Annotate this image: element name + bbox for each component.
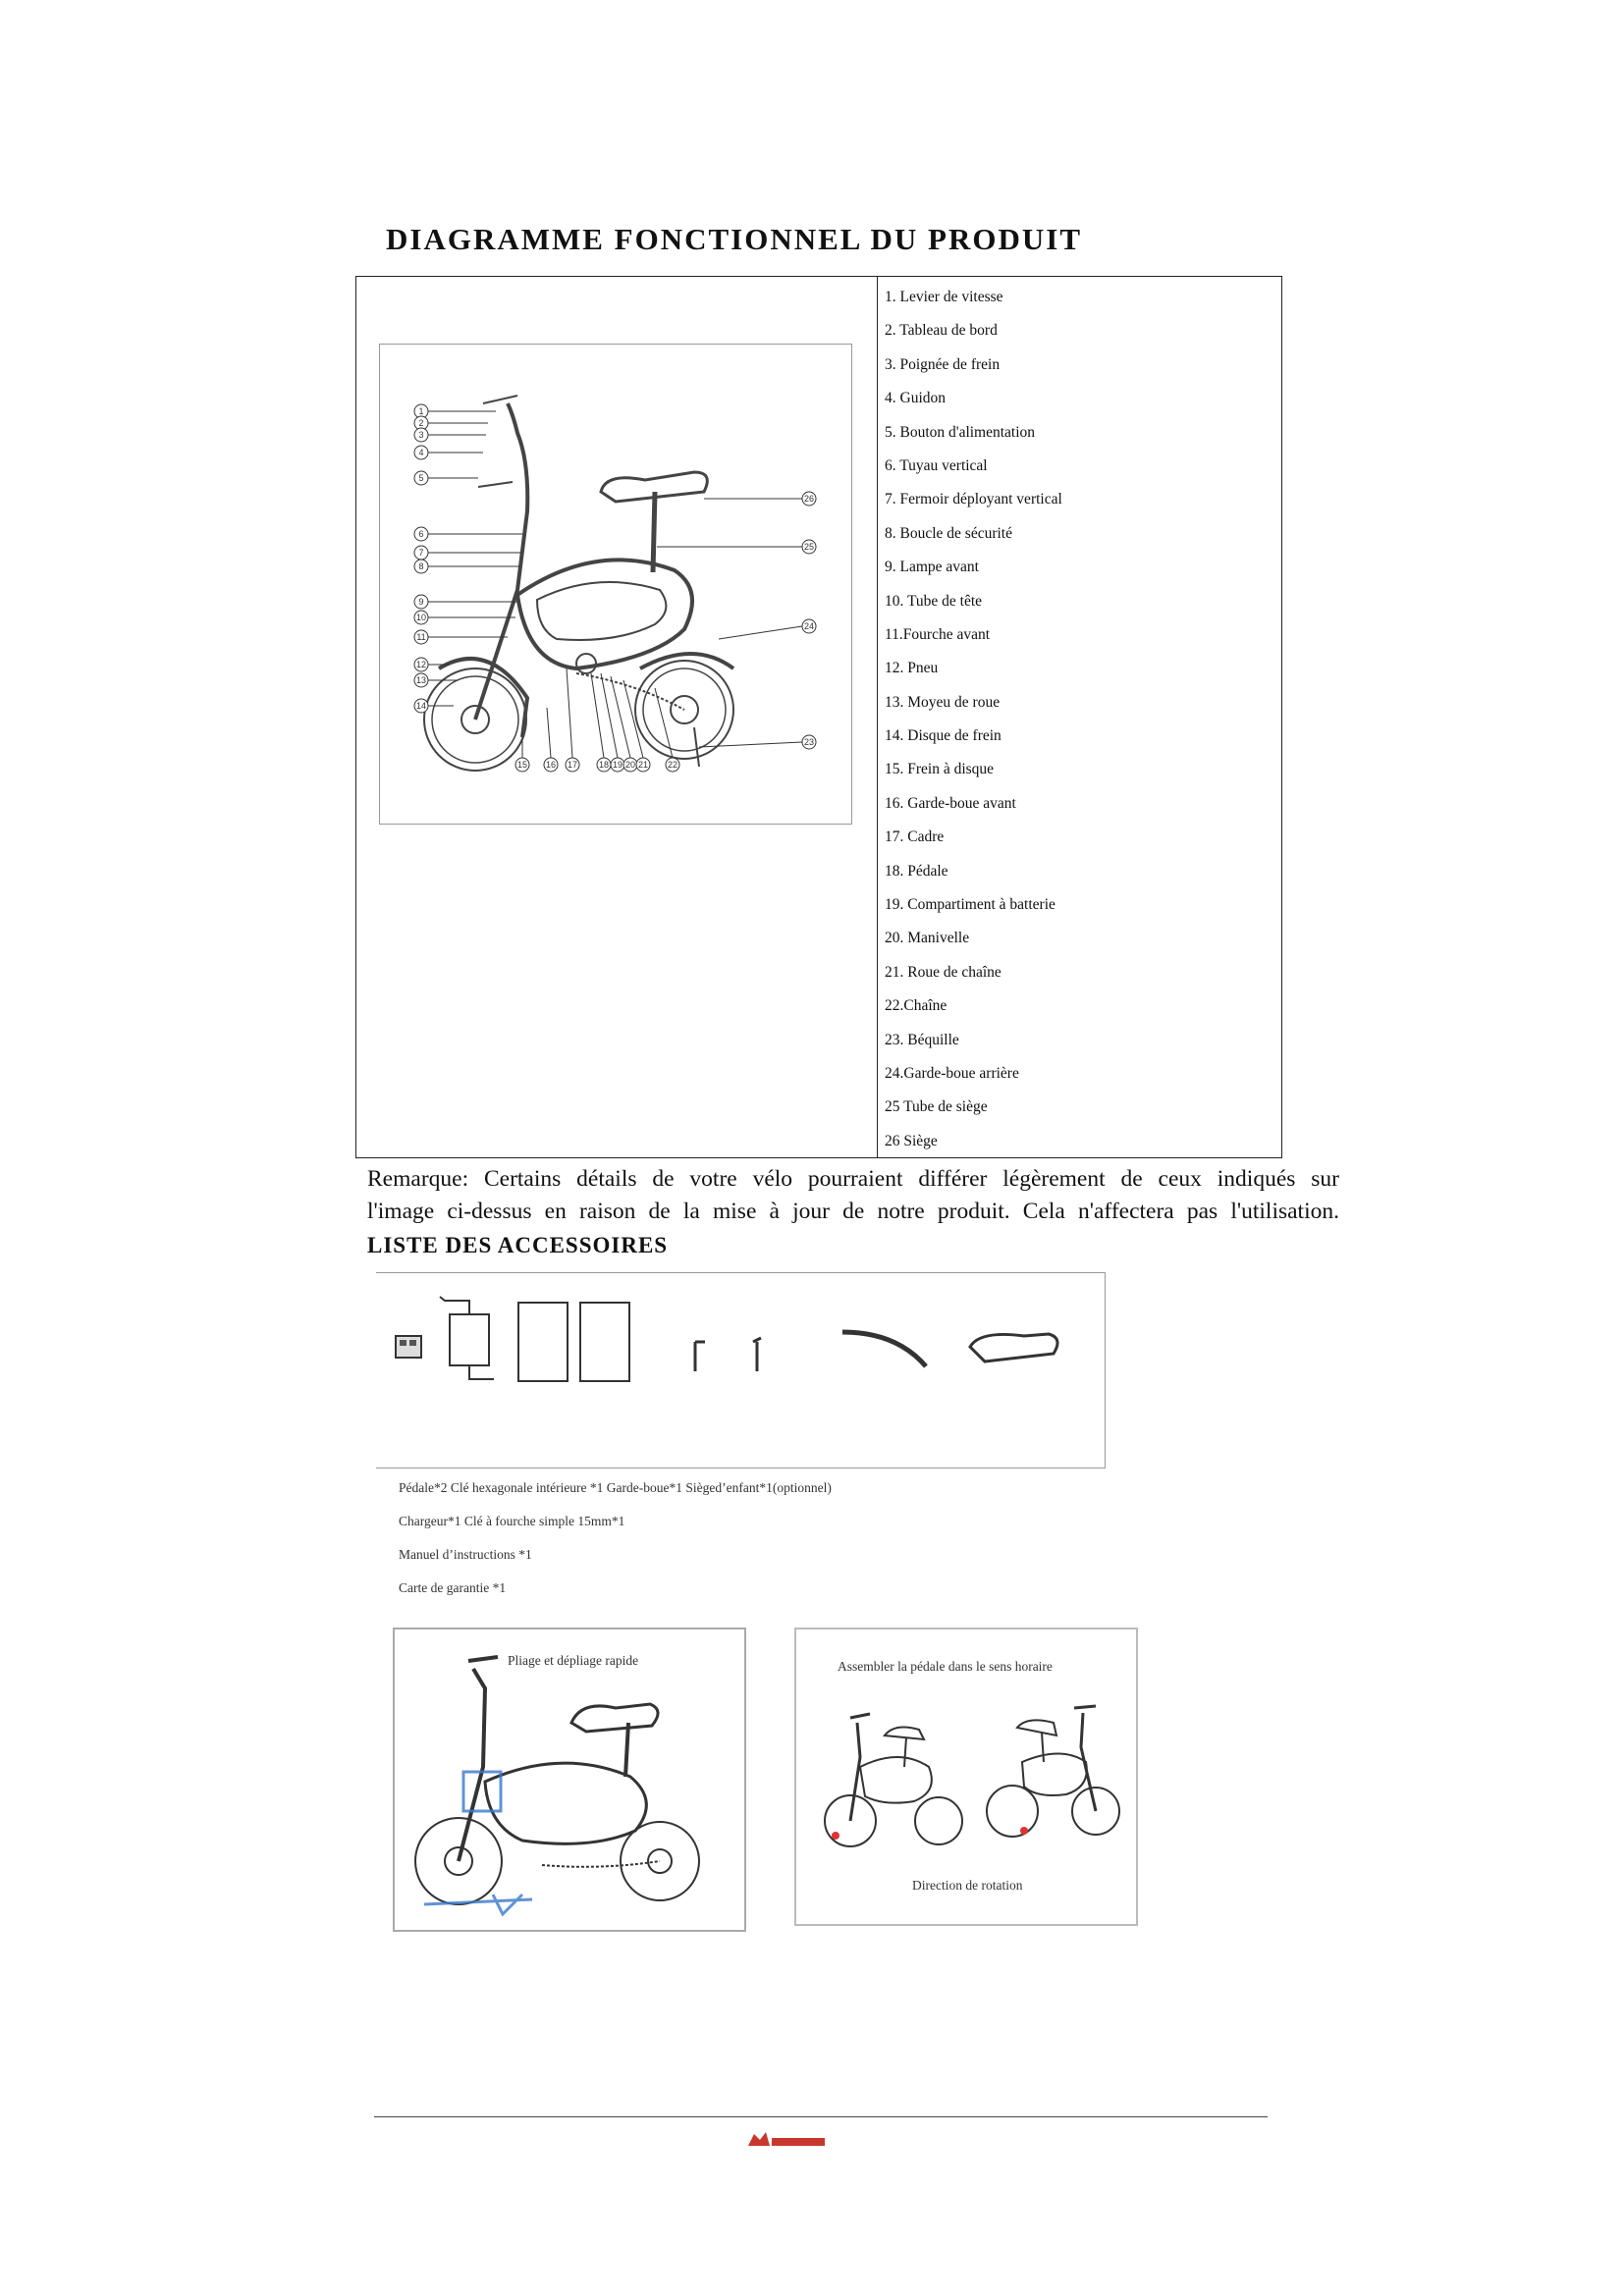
hex-key-icon [695, 1342, 705, 1371]
list-item: 15. Frein à disque [885, 761, 995, 778]
callout-18: 18 [598, 760, 610, 770]
accessories-title: LISTE DES ACCESSOIRES [367, 1233, 669, 1257]
callout-1: 1 [418, 406, 424, 416]
callout-17: 17 [567, 760, 578, 770]
accessories-drawing [376, 1273, 1105, 1468]
brand-logo [744, 2126, 829, 2159]
list-item: 9. Lampe avant [885, 559, 979, 576]
callout-11: 11 [416, 632, 426, 642]
pedal-caption: Assembler la pédale dans le sens horaire [838, 1659, 1053, 1674]
bike-diagram-illustration [380, 345, 851, 824]
accessories-line-2: Chargeur*1 Clé à fourche simple 15mm*1 [399, 1514, 625, 1528]
list-item: 10. Tube de tête [885, 592, 983, 610]
accessories-line-1: Pédale*2 Clé hexagonale intérieure *1 Garde-boue*1 Siègedʼenfant*1(optionnel) [399, 1480, 832, 1495]
list-item: 3. Poignée de frein [885, 355, 1001, 373]
wrench-icon [753, 1338, 761, 1371]
accessories-illustration [376, 1272, 1106, 1468]
bike-diagram [379, 344, 852, 825]
callout-15: 15 [516, 760, 528, 770]
callout-left-group [414, 404, 522, 713]
list-item: 1. Levier de vitesse [885, 289, 1003, 305]
callout-4: 4 [418, 448, 424, 457]
seat-icon [970, 1334, 1057, 1362]
warranty-card-icon [580, 1303, 629, 1381]
callout-5: 5 [418, 473, 424, 483]
list-item: 26 Siège [885, 1132, 938, 1149]
fold-caption: Pliage et dépliage rapide [508, 1653, 639, 1668]
page-title: DIAGRAMME FONCTIONNEL DU PRODUIT [386, 222, 1082, 256]
callout-right-group [657, 492, 816, 749]
list-item: 4. Guidon [885, 390, 946, 407]
callout-22: 22 [667, 760, 678, 770]
charger-icon [396, 1297, 494, 1379]
callout-10: 10 [415, 613, 427, 622]
accessories-line-3: Manuel dʼinstructions *1 [399, 1547, 532, 1562]
list-item: 11.Fourche avant [885, 625, 991, 643]
callout-19: 19 [612, 760, 623, 770]
callout-21: 21 [637, 760, 649, 770]
accessories-line-4: Carte de garantie *1 [399, 1580, 507, 1595]
manual-icon [518, 1303, 568, 1381]
list-item: 5. Bouton d'alimentation [885, 423, 1036, 441]
list-item: 7. Fermoir déployant vertical [885, 491, 1062, 508]
list-item: 13. Moyeu de roue [885, 693, 1001, 711]
callout-7: 7 [418, 548, 424, 558]
list-item: 23. Béquille [885, 1031, 959, 1048]
rotation-caption: Direction de rotation [912, 1878, 1023, 1893]
callout-9: 9 [418, 597, 424, 607]
callout-6: 6 [418, 529, 424, 539]
callout-14: 14 [415, 701, 427, 711]
pedal-assembly-figure [794, 1628, 1138, 1926]
folding-figure [393, 1628, 746, 1932]
mudguard-icon [842, 1332, 926, 1366]
parts-list [885, 281, 1277, 1158]
callout-13: 13 [415, 675, 427, 685]
remark-line-2: l'image ci-dessus en raison de la mise à jour de notre produit. Cela n'affectera pas l'utilisation. [367, 1199, 1339, 1224]
footer-divider [374, 2116, 1268, 2117]
callout-3: 3 [418, 430, 424, 440]
folding-bike-illustration [395, 1629, 744, 1930]
callout-24: 24 [803, 621, 815, 631]
list-item: 12. Pneu [885, 660, 939, 677]
list-item: 19. Compartiment à batterie [885, 896, 1056, 914]
list-item: 20. Manivelle [885, 930, 970, 947]
remark-line-1: Remarque: Certains détails de votre vélo pourraient différer légèrement de ceux indiqués sur [367, 1166, 1339, 1192]
callout-20: 20 [624, 760, 636, 770]
list-item: 8. Boucle de sécurité [885, 524, 1012, 542]
list-item: 21. Roue de chaîne [885, 963, 1001, 981]
list-item: 25 Tube de siège [885, 1098, 988, 1116]
callout-26: 26 [803, 494, 815, 504]
callout-23: 23 [803, 737, 815, 747]
callout-8: 8 [418, 561, 424, 571]
callout-2: 2 [418, 418, 424, 428]
callout-12: 12 [415, 660, 427, 669]
list-item: 14. Disque de frein [885, 727, 1001, 745]
callout-bottom-group [515, 668, 679, 772]
list-item: 6. Tuyau vertical [885, 456, 988, 474]
callout-25: 25 [803, 542, 815, 552]
list-item: 17. Cadre [885, 828, 945, 846]
list-item: 24.Garde-boue arrière [885, 1064, 1019, 1082]
callout-16: 16 [545, 760, 557, 770]
table-divider [877, 277, 878, 1157]
list-item: 18. Pédale [885, 862, 948, 880]
list-item: 2. Tableau de bord [885, 322, 998, 340]
list-item: 22.Chaîne [885, 997, 947, 1015]
list-item: 16. Garde-boue avant [885, 794, 1016, 812]
